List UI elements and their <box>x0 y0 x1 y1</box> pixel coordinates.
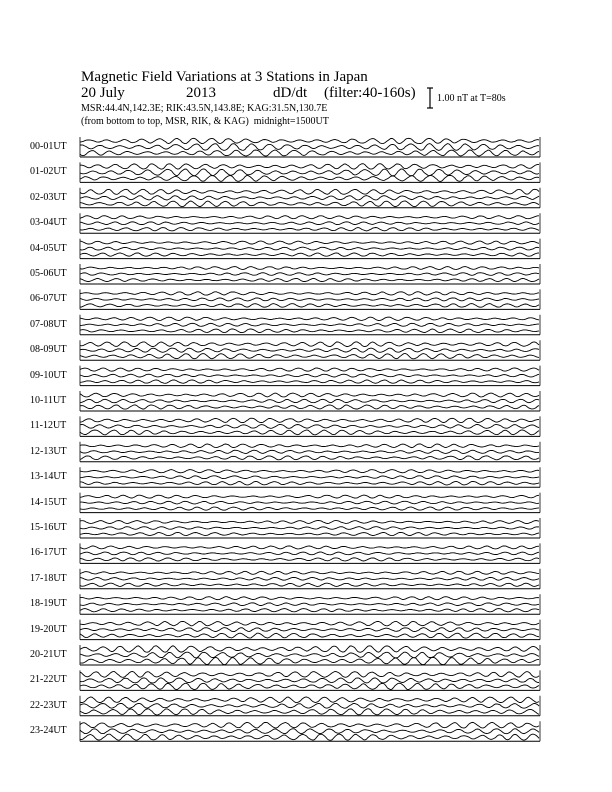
trace-msr <box>80 175 539 181</box>
trace-msr <box>80 405 539 409</box>
chart-title: Magnetic Field Variations at 3 Stations in Japan <box>81 69 368 85</box>
trace-rik <box>80 476 539 479</box>
trace-rik <box>80 577 539 580</box>
trace-kag <box>80 393 539 397</box>
trace-rik <box>80 144 539 151</box>
hour-label: 16-17UT <box>30 547 67 559</box>
trace-kag <box>80 444 539 448</box>
trace-rik <box>80 399 539 402</box>
trace-rik <box>80 703 539 708</box>
trace-rik <box>80 323 539 326</box>
trace-rik <box>80 729 539 734</box>
hour-label: 19-20UT <box>30 623 67 635</box>
trace-kag <box>80 317 539 320</box>
trace-rik <box>80 527 539 530</box>
scale-bar <box>427 88 433 108</box>
trace-msr <box>80 558 539 561</box>
trace-rik <box>80 273 539 276</box>
hour-label: 10-11UT <box>30 395 67 406</box>
hour-label: 21-22UT <box>30 674 67 686</box>
trace-msr <box>80 253 539 256</box>
hour-label: 09-10UT <box>30 369 67 381</box>
trace-rik <box>80 196 539 200</box>
hour-label: 17-18UT <box>30 572 67 584</box>
trace-msr <box>80 633 539 638</box>
trace-kag <box>80 621 539 625</box>
trace-kag <box>80 292 539 295</box>
trace-msr <box>80 709 539 715</box>
trace-rik <box>80 374 539 377</box>
trace-rik <box>80 678 539 683</box>
trace-rik <box>80 501 539 504</box>
hour-label: 06-07UT <box>30 293 67 305</box>
trace-kag <box>80 470 539 473</box>
hour-label: 01-02UT <box>30 166 67 178</box>
hour-label: 07-08UT <box>30 318 67 330</box>
trace-kag <box>80 189 539 194</box>
trace-kag <box>80 267 539 270</box>
trace-msr <box>80 482 539 485</box>
trace-kag <box>80 646 539 653</box>
trace-msr <box>80 354 539 359</box>
trace-msr <box>80 304 539 308</box>
hour-label: 14-15UT <box>30 496 67 508</box>
trace-rik <box>80 247 539 250</box>
hour-label: 03-04UT <box>30 217 67 229</box>
trace-msr <box>80 583 539 586</box>
trace-rik <box>80 652 539 658</box>
trace-rik <box>80 348 539 352</box>
trace-msr <box>80 734 539 740</box>
traces-group <box>80 137 540 741</box>
trace-rik <box>80 425 539 429</box>
hour-label: 22-23UT <box>30 699 67 711</box>
trace-kag <box>80 722 539 728</box>
trace-msr <box>80 430 539 435</box>
trace-msr <box>80 657 539 664</box>
trace-kag <box>80 495 539 498</box>
trace-kag <box>80 546 539 549</box>
trace-rik <box>80 628 539 632</box>
trace-kag <box>80 597 539 600</box>
trace-msr <box>80 380 539 383</box>
hour-label: 13-14UT <box>30 471 67 483</box>
trace-rik <box>80 552 539 555</box>
trace-kag <box>80 697 539 703</box>
trace-msr <box>80 456 539 460</box>
scale-bar-label: 1.00 nT at T=80s <box>437 93 506 104</box>
trace-kag <box>80 418 539 422</box>
hour-label: 23-24UT <box>30 725 67 737</box>
trace-msr <box>80 532 539 535</box>
hour-label: 12-13UT <box>30 445 67 457</box>
filter-label: (filter:40-160s) <box>324 85 416 101</box>
trace-rik <box>80 298 539 301</box>
midnight-label: midnight=1500UT <box>253 116 329 127</box>
hour-label: 00-01UT <box>30 141 67 152</box>
stations-label: MSR:44.4N,142.3E; RIK:43.5N,143.8E; KAG:31.5N,130.7E <box>81 103 328 114</box>
trace-msr <box>80 279 539 282</box>
hour-label: 11-12UT <box>30 420 67 432</box>
hour-label: 05-06UT <box>30 268 67 279</box>
trace-kag <box>80 241 539 244</box>
hour-label: 20-21UT <box>30 649 67 660</box>
hour-label: 04-05UT <box>30 242 67 254</box>
quantity-label: dD/dt <box>273 85 308 101</box>
trace-msr <box>80 228 539 231</box>
trace-msr <box>80 201 539 207</box>
trace-kag <box>80 138 539 143</box>
trace-kag <box>80 368 539 371</box>
hour-label: 08-09UT <box>30 344 67 356</box>
order-label: (from bottom to top, MSR, RIK, & KAG) <box>81 116 249 127</box>
trace-rik <box>80 603 539 606</box>
trace-kag <box>80 342 539 347</box>
trace-msr <box>80 507 539 510</box>
hour-label: 02-03UT <box>30 191 67 203</box>
trace-kag <box>80 521 539 524</box>
trace-rik <box>80 169 539 176</box>
trace-msr <box>80 150 539 156</box>
trace-rik <box>80 450 539 453</box>
trace-kag <box>80 571 539 574</box>
day-label: 20 July <box>81 85 125 101</box>
trace-rik <box>80 222 539 225</box>
trace-msr <box>80 329 539 333</box>
trace-kag <box>80 672 539 678</box>
year-label: 2013 <box>186 85 216 101</box>
trace-kag <box>80 164 539 169</box>
hour-label: 15-16UT <box>30 522 67 533</box>
trace-msr <box>80 683 539 689</box>
trace-kag <box>80 216 539 219</box>
hour-label: 18-19UT <box>30 598 67 610</box>
trace-msr <box>80 609 539 612</box>
